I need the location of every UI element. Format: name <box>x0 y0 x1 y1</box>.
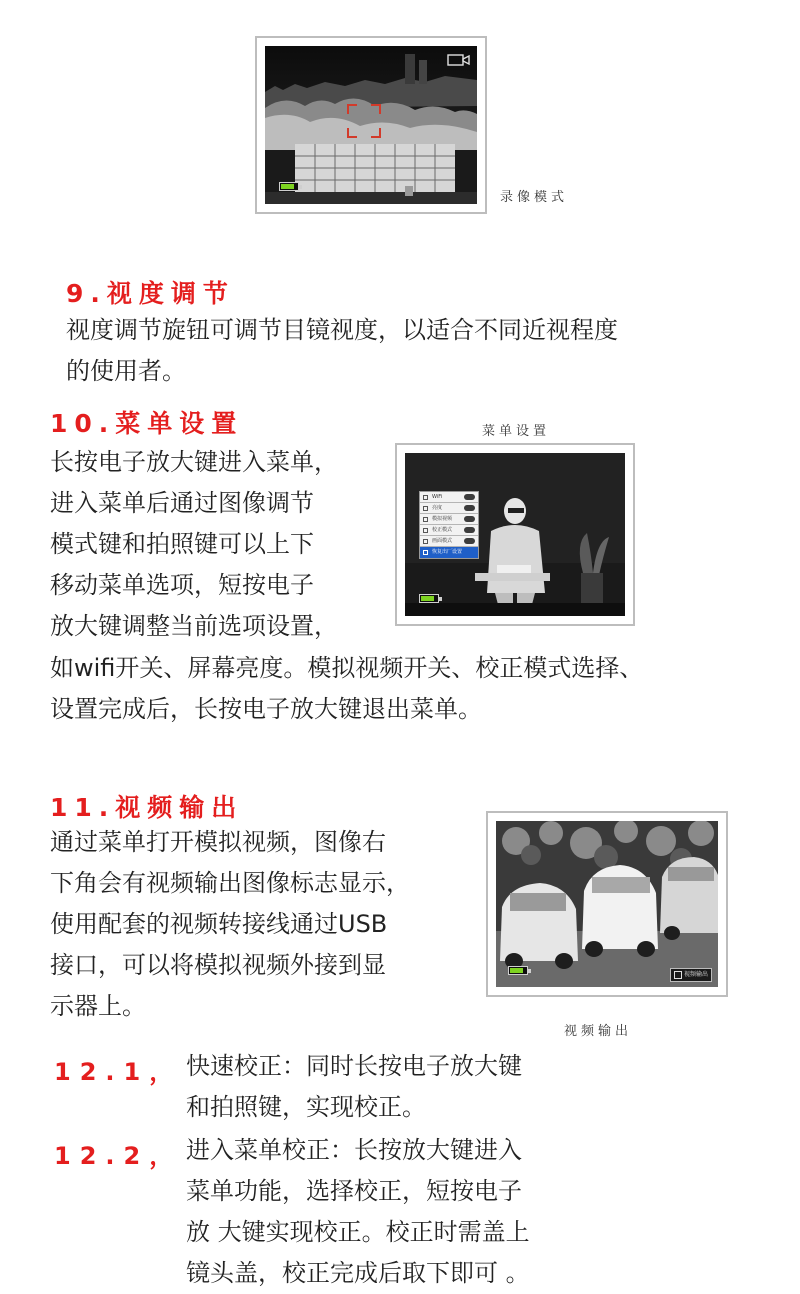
text-line: 镜头盖，校正完成后取下即可 。 <box>186 1259 530 1287</box>
text-line: 移动菜单选项，短按电子 <box>50 571 314 599</box>
text-line: 快速校正：同时长按电子放大键 <box>186 1052 522 1080</box>
heading-menu-setting: 10.菜单设置 <box>50 409 244 438</box>
video-output-image <box>486 811 728 997</box>
menu-item-calibration-mode[interactable] <box>420 525 478 536</box>
caption-record-mode: 录像模式 <box>500 190 569 205</box>
text-line: 使用配套的视频转接线通过USB <box>50 910 388 938</box>
menu-item-label: 画面模式 <box>432 538 453 544</box>
text-menu-calibration <box>186 1130 530 1294</box>
text-line: 接口，可以将模拟视频外接到显 <box>50 951 386 979</box>
battery-fill <box>281 184 294 189</box>
menu-item-factory-reset[interactable] <box>420 547 478 558</box>
text-line: 的使用者。 <box>66 357 186 385</box>
reset-icon <box>423 550 428 555</box>
text-line: 和拍照键，实现校正。 <box>186 1093 426 1121</box>
menu-setting-image <box>395 443 635 626</box>
text-line: 示器上。 <box>50 992 146 1020</box>
text-line: 模式键和拍照键可以上下 <box>50 530 314 558</box>
video-badge-label: 视频输出 <box>683 971 708 978</box>
calibration-icon <box>423 528 428 533</box>
brightness-icon <box>423 506 428 511</box>
video-icon <box>423 517 428 522</box>
text-line: 放大键调整当前选项设置， <box>50 612 338 640</box>
battery-icon <box>508 966 528 975</box>
text-line: 长按电子放大键进入菜单， <box>50 448 338 476</box>
menu-item-label: 亮度 <box>432 505 443 511</box>
menu-overlay <box>419 491 479 559</box>
menu-item-picture-mode[interactable] <box>420 536 478 547</box>
text-menu-setting-wide <box>50 648 643 730</box>
text-line: 设置完成后，长按电子放大键退出菜单。 <box>50 695 482 723</box>
caption-video-output: 视频输出 <box>564 1024 633 1039</box>
menu-item-brightness[interactable] <box>420 503 478 514</box>
text-line: 如wifi开关、屏幕亮度。模拟视频开关、校正模式选择、 <box>50 654 644 682</box>
label-12-1: 12.1， <box>54 1058 183 1086</box>
record-mode-image <box>255 36 487 214</box>
menu-item-wifi[interactable] <box>420 492 478 503</box>
toggle-switch <box>464 494 475 500</box>
thermal-screen-person <box>405 453 625 616</box>
menu-item-analog-video[interactable] <box>420 514 478 525</box>
battery-icon <box>279 182 299 191</box>
menu-item-label: 校正模式 <box>432 527 453 533</box>
toggle-switch <box>464 516 475 522</box>
text-line: 进入菜单后通过图像调节 <box>50 489 314 517</box>
text-line: 菜单功能，选择校正，短按电子 <box>186 1177 522 1205</box>
toggle-switch <box>464 505 475 511</box>
text-quick-calibration <box>186 1046 522 1128</box>
battery-fill <box>421 596 434 601</box>
label-12-2: 12.2， <box>54 1142 183 1170</box>
video-camera-icon <box>447 53 471 67</box>
text-line: 进入菜单校正：长按放大键进入 <box>186 1136 522 1164</box>
thermal-screen-street <box>265 46 477 204</box>
text-video-output <box>50 822 410 1027</box>
toggle-switch <box>464 538 475 544</box>
focus-box <box>347 104 381 138</box>
text-line: 通过菜单打开模拟视频，图像右 <box>50 828 386 856</box>
thermal-scene-cars <box>496 821 718 987</box>
text-line: 下角会有视频输出图像标志显示， <box>50 869 410 897</box>
video-badge-icon <box>674 971 682 979</box>
menu-item-label: WiFi <box>432 494 443 500</box>
thermal-screen-cars <box>496 821 718 987</box>
video-output-badge <box>670 968 712 982</box>
battery-icon <box>419 594 439 603</box>
caption-menu-setting: 菜单设置 <box>482 424 551 439</box>
battery-fill <box>510 968 523 973</box>
menu-item-label: 恢复出厂设置 <box>432 549 463 555</box>
toggle-switch <box>464 527 475 533</box>
wifi-icon <box>423 495 428 500</box>
picture-mode-icon <box>423 539 428 544</box>
heading-diopter: 9.视度调节 <box>66 279 235 308</box>
text-line: 放 大键实现校正。校正时需盖上 <box>186 1218 530 1246</box>
menu-item-label: 模拟视频 <box>432 516 453 522</box>
text-diopter <box>66 310 618 392</box>
heading-video-output: 11.视频输出 <box>50 793 244 822</box>
text-line: 视度调节旋钮可调节目镜视度，以适合不同近视程度 <box>66 316 618 344</box>
text-menu-setting-narrow <box>50 442 338 647</box>
